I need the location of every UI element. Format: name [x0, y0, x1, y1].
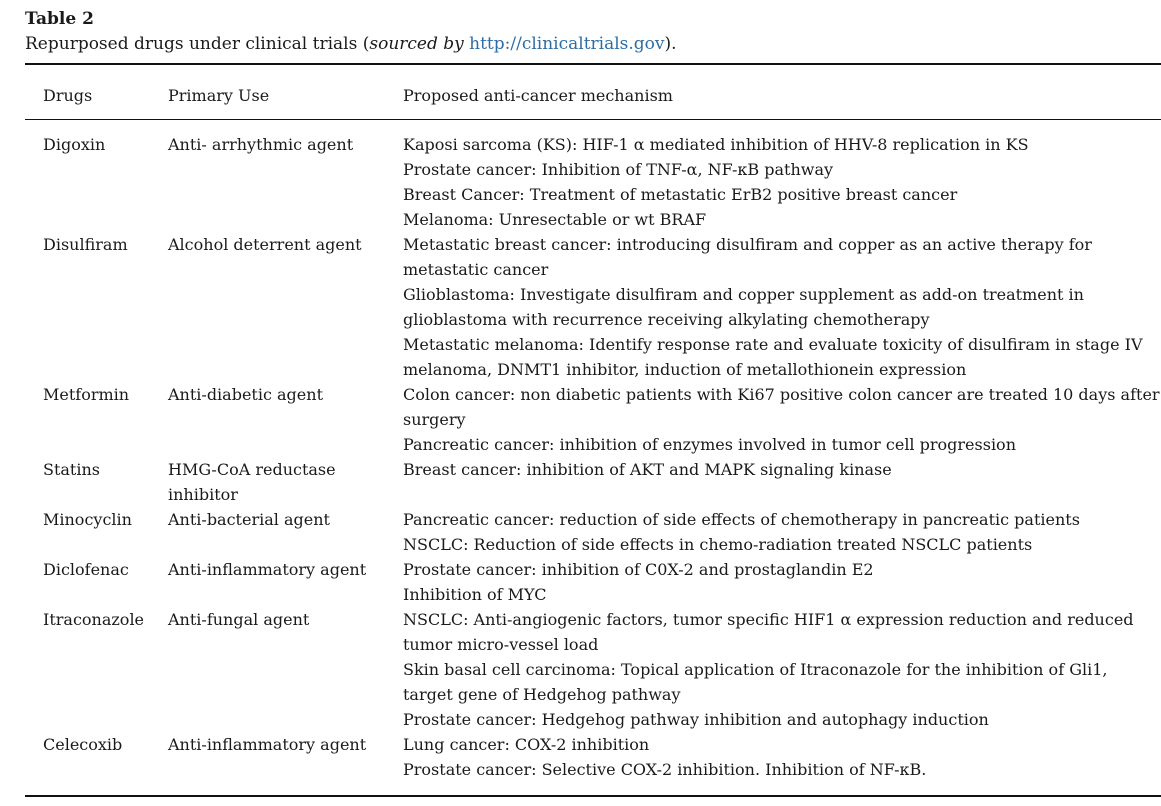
- mechanism-entry: Colon cancer: non diabetic patients with Ki67 positive colon cancer are treated 10 days after surgery: [403, 385, 1160, 429]
- mechanism-cell: [403, 732, 1161, 782]
- mechanism-entry: Breast Cancer: Treatment of metastatic ErB2 positive breast cancer: [403, 185, 958, 204]
- primary-use: Anti-bacterial agent: [168, 510, 330, 529]
- primary-use: Anti-fungal agent: [168, 610, 310, 629]
- mechanism-entry: Glioblastoma: Investigate disulfiram and copper supplement as add-on treatment in glioblastoma with recurrence receiving alkylating chemotherapy: [403, 285, 1084, 329]
- primary-use: Anti-inflammatory agent: [168, 560, 367, 579]
- mechanism-entry: Kaposi sarcoma (KS): HIF-1 α mediated inhibition of HHV-8 replication in KS: [403, 135, 1029, 154]
- table-row: [25, 232, 1161, 382]
- mechanism-entry: Metastatic melanoma: Identify response rate and evaluate toxicity of disulfiram in stage IV melanoma, DNMT1 inhibitor, induction of metallothionein expression: [403, 335, 1143, 379]
- mechanism-entry: Pancreatic cancer: reduction of side effects of chemotherapy in pancreatic patients: [403, 510, 1080, 529]
- mechanism-entry: Prostate cancer: Hedgehog pathway inhibition and autophagy induction: [403, 710, 989, 729]
- source-link[interactable]: http://clinicaltrials.gov: [469, 34, 665, 54]
- table-row: [25, 457, 1161, 507]
- mechanism-entry: Metastatic breast cancer: introducing disulfiram and copper as an active therapy for metastatic cancer: [403, 235, 1092, 279]
- mechanism-entry: Lung cancer: COX-2 inhibition: [403, 735, 650, 754]
- drug-name: Disulfiram: [43, 235, 128, 254]
- mechanism-entry: Prostate cancer: Inhibition of TNF-α, NF-κB pathway: [403, 160, 834, 179]
- drug-name: Metformin: [43, 385, 130, 404]
- drug-name: Itraconazole: [43, 610, 145, 629]
- drug-name: Diclofenac: [43, 560, 129, 579]
- caption-end: ).: [664, 34, 677, 54]
- table-row: [25, 732, 1161, 782]
- table-row: [25, 382, 1161, 457]
- drug-name: Digoxin: [43, 135, 106, 154]
- caption-text: Repurposed drugs under clinical trials (: [25, 34, 370, 54]
- mechanism-entry: Pancreatic cancer: inhibition of enzymes involved in tumor cell progression: [403, 435, 1016, 454]
- header-drugs: Drugs: [43, 86, 93, 105]
- table-bottom-rule: [25, 795, 1161, 797]
- table-caption: [25, 32, 1161, 56]
- table-label: Table 2: [25, 9, 94, 29]
- mechanism-entry: Breast cancer: inhibition of AKT and MAPK signaling kinase: [403, 460, 892, 479]
- table-row: [25, 132, 1161, 232]
- document-page: [25, 8, 1161, 779]
- drug-name: Statins: [43, 460, 100, 479]
- drug-table: [25, 132, 1161, 782]
- drug-name: Celecoxib: [43, 735, 123, 754]
- header-mechanism: Proposed anti-cancer mechanism: [403, 86, 673, 105]
- mechanism-entry: Prostate cancer: Selective COX-2 inhibition. Inhibition of NF-κB.: [403, 760, 927, 779]
- primary-use: HMG-CoA reductase inhibitor: [168, 460, 336, 504]
- mechanism-entry: Melanoma: Unresectable or wt BRAF: [403, 210, 707, 229]
- header-primary-use: Primary Use: [168, 86, 270, 105]
- mechanism-entry: NSCLC: Anti-angiogenic factors, tumor specific HIF1 α expression reduction and reduced tumor micro-vessel load: [403, 610, 1134, 654]
- mechanism-cell: [403, 232, 1161, 382]
- table-top-rule: [25, 63, 1161, 65]
- mechanism-cell: [403, 132, 1161, 232]
- mechanism-entry: Prostate cancer: inhibition of C0X-2 and prostaglandin E2: [403, 560, 874, 579]
- primary-use: Anti- arrhythmic agent: [168, 135, 354, 154]
- mechanism-entry: Inhibition of MYC: [403, 585, 547, 604]
- table-row: [25, 507, 1161, 557]
- caption-italic: sourced by: [369, 34, 464, 54]
- mechanism-cell: [403, 507, 1161, 557]
- mechanism-cell: [403, 557, 1161, 607]
- primary-use: Alcohol deterrent agent: [168, 235, 362, 254]
- mechanism-cell: [403, 607, 1161, 732]
- header-rule: [25, 119, 1161, 120]
- mechanism-entry: Skin basal cell carcinoma: Topical application of Itraconazole for the inhibition of Gli1, target gene of Hedgehog pathway: [403, 660, 1108, 704]
- mechanism-entry: NSCLC: Reduction of side effects in chemo-radiation treated NSCLC patients: [403, 535, 1033, 554]
- table-row: [25, 607, 1161, 732]
- table-row: [25, 557, 1161, 607]
- primary-use: Anti-diabetic agent: [168, 385, 323, 404]
- drug-name: Minocyclin: [43, 510, 132, 529]
- mechanism-cell: [403, 457, 1161, 507]
- table-body: [25, 132, 1161, 782]
- primary-use: Anti-inflammatory agent: [168, 735, 367, 754]
- mechanism-cell: [403, 382, 1161, 457]
